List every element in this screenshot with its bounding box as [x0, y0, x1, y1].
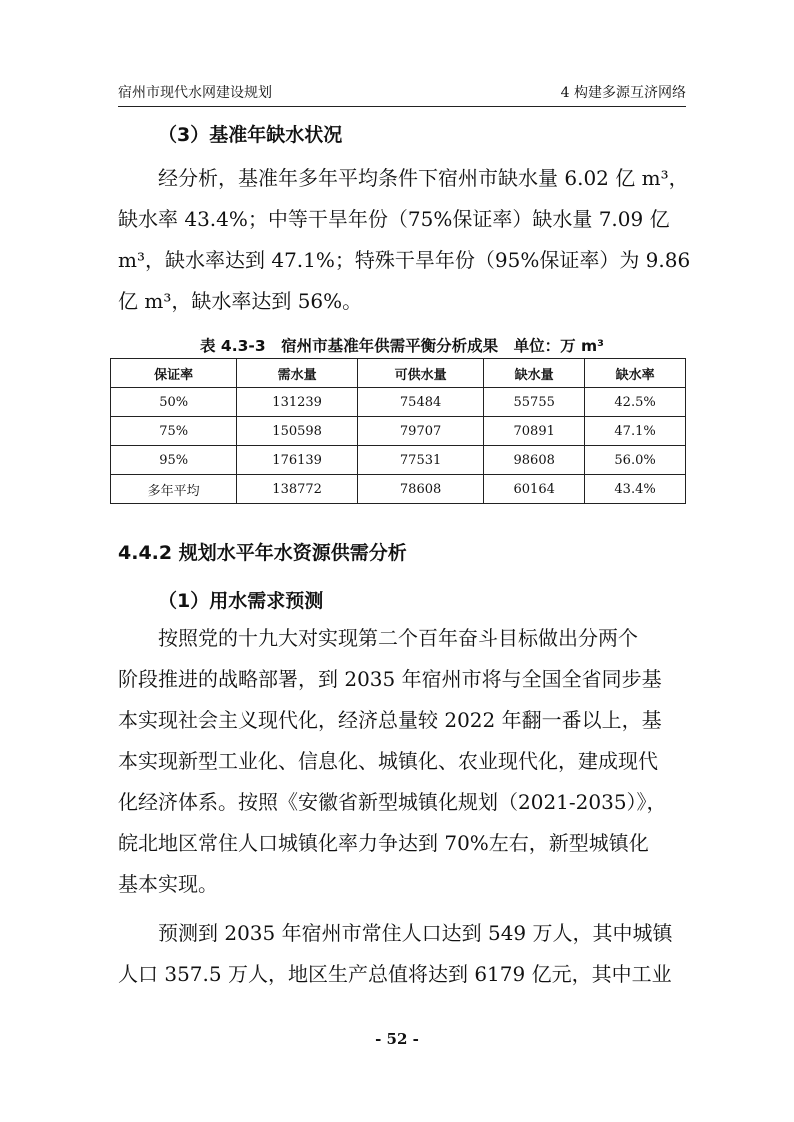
table-cell: 95% — [111, 446, 237, 475]
header-document-title: 宿州市现代水网建设规划 — [118, 85, 272, 101]
table-cell: 131239 — [237, 388, 358, 417]
section-heading-1: （1）用水需求预测 — [158, 590, 324, 612]
table-cell: 176139 — [237, 446, 358, 475]
table-cell: 70891 — [484, 417, 585, 446]
paragraph-line: 预测到 2035 年宿州市常住人口达到 549 万人，其中城镇 — [118, 921, 673, 945]
paragraph-line: 经分析，基准年多年平均条件下宿州市缺水量 6.02 亿 m³， — [118, 166, 689, 190]
table-caption: 表 4.3-3 宿州市基准年供需平衡分析成果 单位：万 m³ — [200, 337, 604, 355]
paragraph-line: 亿 m³，缺水率达到 56%。 — [118, 289, 363, 313]
table-cell: 98608 — [484, 446, 585, 475]
header-chapter-title: 4 构建多源互济网络 — [560, 85, 686, 101]
table-cell: 50% — [111, 388, 237, 417]
section-heading-4-4-2: 4.4.2 规划水平年水资源供需分析 — [118, 542, 407, 564]
paragraph-line: 化经济体系。按照《安徽省新型城镇化规划（2021-2035）》， — [118, 790, 667, 814]
paragraph-population-forecast — [118, 913, 688, 995]
table-cell: 55755 — [484, 388, 585, 417]
table-cell: 56.0% — [585, 446, 686, 475]
table-cell: 77531 — [357, 446, 483, 475]
column-header: 需水量 — [237, 359, 358, 388]
table-cell: 150598 — [237, 417, 358, 446]
paragraph-line: 缺水率 43.4%；中等干旱年份（75%保证率）缺水量 7.09 亿 — [118, 207, 670, 231]
column-header: 可供水量 — [357, 359, 483, 388]
table-cell: 75% — [111, 417, 237, 446]
paragraph-line: m³，缺水率达到 47.1%；特殊干旱年份（95%保证率）为 9.86 — [118, 248, 691, 272]
paragraph-line: 按照党的十九大对实现第二个百年奋斗目标做出分两个 — [118, 626, 638, 650]
column-header: 缺水率 — [585, 359, 686, 388]
table-cell: 42.5% — [585, 388, 686, 417]
page-number: - 52 - — [375, 1030, 419, 1048]
paragraph-line: 本实现新型工业化、信息化、城镇化、农业现代化，建成现代 — [118, 749, 658, 773]
table-row — [111, 388, 686, 417]
table-cell: 75484 — [357, 388, 483, 417]
table-cell: 138772 — [237, 475, 358, 504]
table-cell: 多年平均 — [111, 475, 237, 504]
table-row — [111, 475, 686, 504]
column-header: 保证率 — [111, 359, 237, 388]
paragraph-line: 本实现社会主义现代化，经济总量较 2022 年翻一番以上，基 — [118, 708, 662, 732]
table-row — [111, 417, 686, 446]
paragraph-line: 皖北地区常住人口城镇化率力争达到 70%左右，新型城镇化 — [118, 831, 649, 855]
paragraph-development-plan — [118, 618, 688, 905]
supply-demand-table — [110, 358, 686, 504]
paragraph-water-shortage — [118, 158, 691, 322]
page-header — [118, 78, 686, 107]
table-row — [111, 446, 686, 475]
table-header-row — [111, 359, 686, 388]
paragraph-line: 基本实现。 — [118, 872, 218, 896]
section-heading-3: （3）基准年缺水状况 — [158, 124, 343, 146]
table-cell: 78608 — [357, 475, 483, 504]
table-cell: 79707 — [357, 417, 483, 446]
table-cell: 43.4% — [585, 475, 686, 504]
table-cell: 60164 — [484, 475, 585, 504]
column-header: 缺水量 — [484, 359, 585, 388]
table-cell: 47.1% — [585, 417, 686, 446]
paragraph-line: 人口 357.5 万人，地区生产总值将达到 6179 亿元，其中工业 — [118, 962, 672, 986]
paragraph-line: 阶段推进的战略部署，到 2035 年宿州市将与全国全省同步基 — [118, 667, 662, 691]
